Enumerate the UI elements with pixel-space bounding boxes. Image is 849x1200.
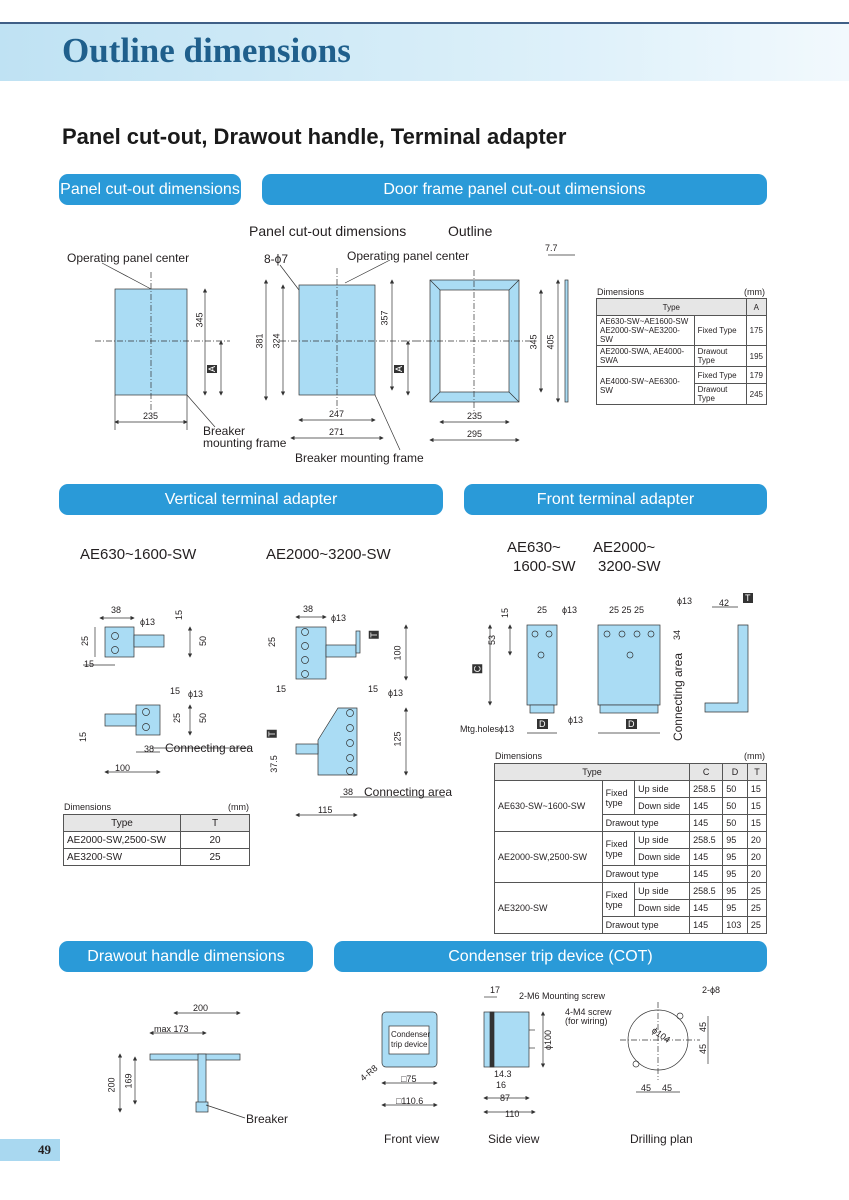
cot-dim-17: 17 <box>490 985 501 995</box>
v-connecting-area-2: Connecting area <box>364 785 453 799</box>
td-sub-r2: Drawout Type <box>694 346 746 367</box>
w-dim-37-5: 37.5 <box>268 755 279 773</box>
w-dim-25: 25 <box>267 636 278 648</box>
cot-dim-14-3: 14.3 <box>494 1069 512 1079</box>
td-a-r2: 195 <box>746 346 766 367</box>
dims-table-unit: (mm) <box>744 287 765 297</box>
table-row: AE630-SW~1600-SW Fixed type Up side 258.5 50 15 <box>495 781 767 798</box>
f-drawout-cell: Drawout type <box>602 917 689 934</box>
handle-breaker-label: Breaker <box>246 1112 289 1126</box>
dim-a-1: A <box>207 365 218 373</box>
dim-a-2: A <box>394 365 405 373</box>
w-dim-13b: ϕ13 <box>388 688 404 698</box>
holes-label: 8-ϕ7 <box>264 252 289 266</box>
op-center-label-2: Operating panel center <box>347 249 470 263</box>
f-adapter1-plate <box>527 625 557 705</box>
f-down-cell: Down side <box>635 900 690 917</box>
cot-dim-45b: 45 <box>698 1043 709 1055</box>
v-dim-100: 100 <box>115 763 131 773</box>
pill-drawout-handle: Drawout handle dimensions <box>59 941 313 972</box>
table-row: Drawout type 145 95 20 <box>495 866 767 883</box>
f-model-2b: 3200-SW <box>598 558 661 575</box>
cot-dim-75: □75 <box>401 1074 417 1084</box>
dim-324: 324 <box>271 333 282 349</box>
f-model-2a: AE2000~ <box>593 539 656 556</box>
f-th-d: D <box>723 764 748 781</box>
v-dim-50b: 50 <box>198 712 209 724</box>
dims-table-caption: Dimensions <box>597 287 645 297</box>
dim-381: 381 <box>254 333 265 349</box>
pill-cot: Condenser trip device (COT) <box>334 941 767 972</box>
pill-door-frame: Door frame panel cut-out dimensions <box>262 174 767 205</box>
breaker-frame-label-b: mounting frame <box>203 436 287 450</box>
td-type-r3: AE4000-SW~AE6300-SW <box>597 367 695 405</box>
table-row <box>64 832 250 849</box>
v-dim-38: 38 <box>111 605 122 615</box>
v-dim-13: ϕ13 <box>140 617 156 627</box>
dim-405: 405 <box>545 334 556 350</box>
dim-271: 271 <box>329 427 345 437</box>
td-type-r2: AE2000-SWA, AE4000-SWA <box>597 346 695 367</box>
f-down-cell: Down side <box>635 798 690 815</box>
handle-dim-max173: max 173 <box>154 1024 189 1034</box>
cot-front-view-label: Front view <box>384 1132 440 1146</box>
v-adapter2-lower <box>318 708 357 775</box>
t-cell-t: 25 <box>181 849 250 866</box>
breaker-frame-label-a: Breaker <box>203 424 246 438</box>
g-dim-34: 34 <box>672 629 683 641</box>
v-model-2: AE2000~3200-SW <box>266 546 391 563</box>
v-dim-15d: 15 <box>78 731 89 743</box>
cot-inner-label-2: trip device <box>391 1040 428 1049</box>
th-type: Type <box>597 299 747 316</box>
w-dim-15b: 15 <box>368 684 379 694</box>
td-type-r1: AE630-SW~AE1600-SW AE2000-SW~AE3200-SW <box>597 316 695 346</box>
cot-side-view-label: Side view <box>488 1132 540 1146</box>
dim-345-outline: 345 <box>528 334 539 350</box>
f-up-cell: Up side <box>635 883 690 900</box>
v-dim-15c: 15 <box>170 686 181 696</box>
v-dim-38b: 38 <box>144 744 155 754</box>
h-dim-42: 42 <box>719 598 730 608</box>
f-th-t: T <box>747 764 766 781</box>
dim-247: 247 <box>329 409 345 419</box>
g-dim-13: ϕ13 <box>677 596 693 606</box>
cot-screw-mounting: 2-M6 Mounting screw <box>519 991 606 1001</box>
f-dim-13: ϕ13 <box>562 605 578 615</box>
td-sub-r4: Drawout Type <box>694 384 746 405</box>
f-dim-d: D <box>539 719 546 729</box>
f-drawout-cell: Drawout type <box>602 815 689 832</box>
cot-dim-104: ϕ104 <box>649 1025 673 1045</box>
handle-dim-200: 200 <box>193 1003 209 1013</box>
f-fixed-cell: Fixed type <box>602 883 635 917</box>
f-model-1b: 1600-SW <box>513 558 576 575</box>
f-model-1a: AE630~ <box>507 539 561 556</box>
page-number: 49 <box>0 1139 60 1161</box>
cot-dim-r8: 4-R8 <box>358 1062 380 1084</box>
t-table-unit: (mm) <box>228 802 249 812</box>
page-title: Outline dimensions <box>62 31 351 70</box>
f-dim-25: 25 <box>537 605 548 615</box>
f-drawout-cell: Drawout type <box>602 866 689 883</box>
table-row: Drawout type 145 103 25 <box>495 917 767 934</box>
w-dim-15: 15 <box>276 684 287 694</box>
w-dim-t: T <box>368 632 379 638</box>
panel-cutout-caption: Panel cut-out dimensions <box>249 223 407 239</box>
pill-front-adapter: Front terminal adapter <box>464 484 767 515</box>
table-row: AE2000-SW,2500-SW Fixed type Up side 258.5 95 20 <box>495 832 767 849</box>
cot-dim-16: 16 <box>496 1080 507 1090</box>
cot-dim-110-6: □110.6 <box>396 1096 424 1106</box>
f-model-cell: AE3200-SW <box>495 883 603 934</box>
t-th-t: T <box>181 815 250 832</box>
table-row: Down side 145 95 20 <box>495 849 767 866</box>
f-dim-53: 53 <box>487 634 498 646</box>
t-table <box>63 814 250 866</box>
f-dim-c: C <box>472 665 483 673</box>
table-row: AE3200-SW Fixed type Up side 258.5 95 25 <box>495 883 767 900</box>
op-center-label-1: Operating panel center <box>67 251 190 265</box>
w-dim-13: ϕ13 <box>331 613 347 623</box>
cot-dim-2-8: 2-ϕ8 <box>702 985 721 995</box>
handle-bar <box>150 1054 240 1060</box>
w-dim-38: 38 <box>303 604 314 614</box>
td-sub-r1: Fixed Type <box>694 316 746 346</box>
f-table-caption: Dimensions <box>495 751 543 761</box>
w-dim-125: 125 <box>392 731 403 747</box>
pill-vertical-adapter: Vertical terminal adapter <box>59 484 443 515</box>
handle-dim-169: 169 <box>123 1073 134 1089</box>
table-row: Down side 145 95 25 <box>495 900 767 917</box>
w-dim-115: 115 <box>318 805 333 815</box>
t-cell-type: AE2000-SW,2500-SW <box>64 832 181 849</box>
f-table <box>494 763 767 934</box>
t-cell-t: 20 <box>181 832 250 849</box>
f-model-cell: AE630-SW~1600-SW <box>495 781 603 832</box>
cot-drilling-label: Drilling plan <box>630 1132 693 1146</box>
dim-235-outline: 235 <box>467 411 483 421</box>
f-fixed-cell: Fixed type <box>602 832 635 866</box>
v-dim-25: 25 <box>80 635 91 647</box>
f-down-cell: Down side <box>635 849 690 866</box>
w-dim-t2: T <box>266 731 277 737</box>
type-a-table <box>596 298 767 405</box>
td-sub-r3: Fixed Type <box>694 367 746 384</box>
th-a: A <box>746 299 766 316</box>
handle-dim-200b: 200 <box>106 1077 117 1093</box>
v-adapter1-plate <box>105 627 134 657</box>
g-dim-25: 25 25 25 <box>609 605 645 615</box>
dim-7-7: 7.7 <box>545 243 558 253</box>
section-subtitle: Panel cut-out, Drawout handle, Terminal adapter <box>62 124 567 149</box>
v-dim-25b: 25 <box>172 712 183 724</box>
t-cell-type: AE3200-SW <box>64 849 181 866</box>
v-dim-50: 50 <box>198 635 209 647</box>
handle-shaft <box>198 1054 206 1104</box>
v-dim-15b: 15 <box>84 659 95 669</box>
f-th-c: C <box>690 764 723 781</box>
f-th-type: Type <box>495 764 690 781</box>
table-row: Drawout type 145 50 15 <box>495 815 767 832</box>
f-mtg-holes: Mtg.holesϕ13 <box>460 724 515 734</box>
v-dim-15: 15 <box>174 609 185 621</box>
v-connecting-area-1: Connecting area <box>165 741 254 755</box>
dim-345: 345 <box>194 312 205 328</box>
v-model-1: AE630~1600-SW <box>80 546 197 563</box>
cot-dim-45c: 45 <box>641 1083 652 1093</box>
cot-dim-87: 87 <box>500 1093 511 1103</box>
pill-panel-cutout: Panel cut-out dimensions <box>59 174 241 205</box>
td-a-r3: 179 <box>746 367 766 384</box>
v-dim-13b: ϕ13 <box>188 689 204 699</box>
f-dim-13b: ϕ13 <box>568 715 584 725</box>
cot-screw-wiring-b: (for wiring) <box>565 1016 608 1026</box>
cot-dim-110: 110 <box>505 1109 520 1119</box>
v-adapter2-plate <box>296 627 326 679</box>
table-row <box>64 849 250 866</box>
table-row: Down side 145 50 15 <box>495 798 767 815</box>
g-dim-d: D <box>628 719 635 729</box>
cot-screw-wiring-a: 4-M4 screw <box>565 1007 612 1017</box>
f-up-cell: Up side <box>635 832 690 849</box>
f-table-unit: (mm) <box>744 751 765 761</box>
t-th-type: Type <box>64 815 181 832</box>
dim-235: 235 <box>143 411 159 421</box>
f-fixed-cell: Fixed type <box>602 781 635 815</box>
w-dim-100: 100 <box>392 645 403 661</box>
cot-dim-45d: 45 <box>662 1083 673 1093</box>
dim-295: 295 <box>467 429 483 439</box>
f-adapter-profile <box>705 625 748 712</box>
td-a-r1: 175 <box>746 316 766 346</box>
w-dim-38b: 38 <box>343 787 354 797</box>
f-connecting-area: Connecting area <box>671 652 686 742</box>
f-up-cell: Up side <box>635 781 690 798</box>
cot-inner-label-1: Condenser <box>391 1030 431 1039</box>
td-a-r4: 245 <box>746 384 766 405</box>
t-table-caption: Dimensions <box>64 802 112 812</box>
outline-caption: Outline <box>448 223 493 239</box>
f-dim-15: 15 <box>500 607 511 619</box>
breaker-frame-label-2: Breaker mounting frame <box>295 451 424 465</box>
f-model-cell: AE2000-SW,2500-SW <box>495 832 603 883</box>
h-dim-t: T <box>745 593 751 603</box>
dim-357: 357 <box>379 310 390 326</box>
cot-dim-45a: 45 <box>698 1021 709 1033</box>
cot-dim-100: ϕ100 <box>543 1029 554 1051</box>
